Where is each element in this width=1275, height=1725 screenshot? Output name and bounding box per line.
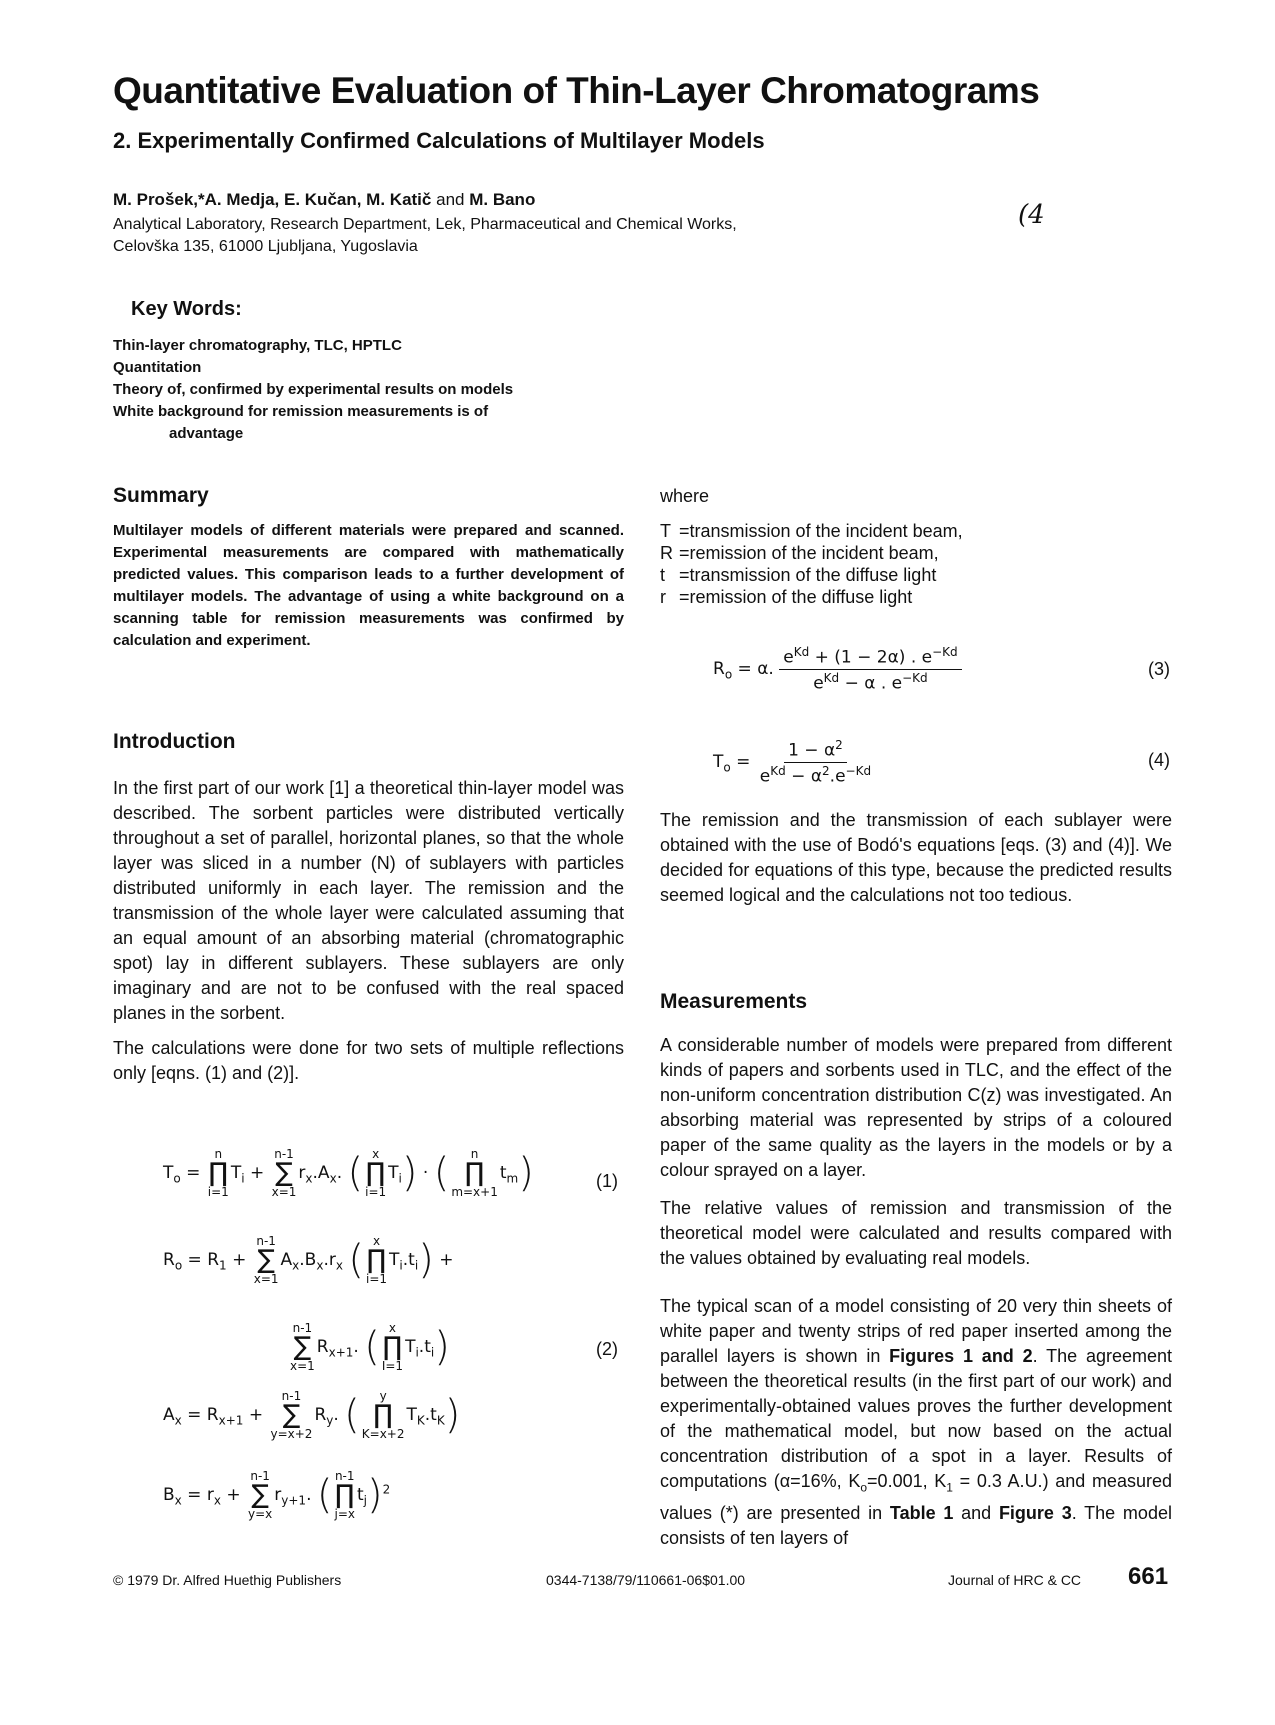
keywords-list	[113, 335, 513, 445]
bodo-paragraph: The remission and the transmission of each sublayer were obtained with the use of Bodó's equations [eqs. (3) and (4)]. We decided for equations of this type, because the predicted results seemed logical and the calculations not too tedious.	[660, 810, 1172, 905]
equation-number: (3)	[1148, 659, 1170, 679]
affiliation-line: Celovška 135, 61000 Ljubljana, Yugoslavia	[113, 238, 418, 255]
keyword-item: Thin-layer chromatography, TLC, HPTLC	[113, 337, 402, 354]
authors-and: and	[436, 190, 465, 209]
handwritten-mark: (4	[1018, 200, 1045, 230]
equation-ax: $A_x = R_{x+1}$ + n-1 ∑ y=x+2 $R_y$. ( y ∏ K=x+2 $T_K.t_K$)	[163, 1389, 461, 1441]
equation-number: (4)	[1148, 750, 1170, 770]
definition-item: R =remission of the incident beam,	[660, 543, 939, 563]
definition-item: T =transmission of the incident beam,	[660, 521, 963, 541]
summary-text: Multilayer models of different materials were prepared and scanned. Experimental measurements are compared with mathematically predicted values. This comparison leads to a further development of multilayer models. The advantage of using a white background on a scanning table for remission measurements was confirmed by calculation and experiment.	[113, 522, 624, 649]
page-title: Quantitative Evaluation of Thin-Layer Chromatograms	[113, 70, 1040, 111]
equation-2-line-1: $R_o = R_1$ + n-1 ∑ x=1 $A_x.B_x.r_x$ ( x ∏ i=1 $T_i.t_i$) +	[163, 1234, 454, 1286]
affiliation-line: Analytical Laboratory, Research Department, Lek, Pharmaceutical and Chemical Works,	[113, 216, 737, 233]
footer-copyright: © 1979 Dr. Alfred Huethig Publishers	[113, 1572, 342, 1588]
equation-2-line-2: n-1 ∑ x=1 $R_{x+1}$. ( x ∏ I=1 $T_i.t_i$)	[290, 1321, 450, 1373]
footer-journal: Journal of HRC & CC	[948, 1572, 1082, 1588]
definition-item: r =remission of the diffuse light	[660, 587, 913, 607]
equation-1: $T_o$ = n ∏ i=1 $T_i$ + n-1 ∑ x=1 $r_x.A_x$. ( x ∏ i=1 $T_i$) · ( n ∏ m=x+1 $t_m$)	[163, 1147, 534, 1199]
equation-number: (1)	[596, 1171, 618, 1191]
measurements-paragraph: A considerable number of models were prepared from different kinds of papers and sorbents used in TLC, and the effect of the non-uniform concentration distribution C(z) was investigated. An absorbing material was represented by strips of a coloured paper of the same quality as the layers in the models or by a colour sprayed on a layer.	[660, 1035, 1172, 1180]
equation-3: $R_o = \alpha$. $\frac{e^{Kd} + (1 - 2\alpha) . e^{-Kd}}{e^{Kd} - \alpha . e^{-Kd}}$	[713, 645, 962, 693]
affiliation	[113, 214, 737, 258]
introduction-heading: Introduction	[113, 730, 236, 753]
measurements-heading: Measurements	[660, 990, 808, 1013]
keyword-item: advantage	[169, 425, 244, 442]
authors	[113, 190, 535, 210]
introduction-paragraph: In the first part of our work [1] a theoretical thin-layer model was described. The sorbent particles were distributed vertically throughout a set of parallel, horizontal planes, so that the whole layer was sliced in a number (N) of sublayers with particles distributed uniformly in each layer. The remission and the transmission of the whole layer were calculated assuming that an equal amount of an absorbing material (chromatographic spot) lay in different sublayers. These sublayers are only imaginary and are not to be confused with the real spaced planes in the sorbent.	[113, 778, 624, 1023]
keyword-item: Theory of, confirmed by experimental results on models	[113, 381, 514, 398]
author-last: M. Bano	[469, 190, 536, 209]
keyword-item: White background for remission measurements is of	[113, 403, 489, 420]
where-label: where	[660, 486, 710, 506]
keyword-item: Quantitation	[113, 359, 202, 376]
footer-code: 0344-7138/79/110661-06$01.00	[546, 1572, 746, 1588]
measurements-paragraph: The relative values of remission and transmission of the theoretical model were calculated and results compared with the values obtained by evaluating real models.	[660, 1198, 1172, 1268]
definition-item: t =transmission of the diffuse light	[660, 565, 937, 585]
page-number: 661	[1128, 1563, 1169, 1590]
equation-number: (2)	[596, 1339, 618, 1359]
definitions-list	[660, 520, 963, 608]
summary-heading: Summary	[113, 484, 209, 507]
measurements-paragraph: The typical scan of a model consisting of 20 very thin sheets of white paper and twenty strips of red paper inserted among the parallel layers is shown in Figures 1 and 2. The agreement between the theoretical results (in the first part of our work) and experimentally-obtained values proves the further development of the mathematical model, but now based on the actual concentration distribution of a spot in a layer. Results of computations (α=16%, $K_o=0.001$, $K_1 = 0.3$ A.U.) and measured values (*) are presented in Table 1 and Figure 3. The model consists of ten layers of	[660, 1296, 1173, 1548]
equation-4: $T_o$ = $\frac{1 - \alpha^2}{e^{Kd} - \alpha^2.e^{-Kd}}$	[713, 738, 872, 787]
introduction-paragraph: The calculations were done for two sets of multiple reflections only [eqns. (1) and (2)].	[113, 1038, 624, 1083]
page-subtitle: 2. Experimentally Confirmed Calculations of Multilayer Models	[113, 128, 765, 153]
equation-bx: $B_x = r_x$ + n-1 ∑ y=x $r_{y+1}$. ( n-1 ∏ j=x $t_j)^2$	[163, 1469, 391, 1521]
keywords-heading: Key Words:	[131, 298, 242, 320]
author-names: M. Prošek,*A. Medja, E. Kučan, M. Katič	[113, 190, 432, 209]
